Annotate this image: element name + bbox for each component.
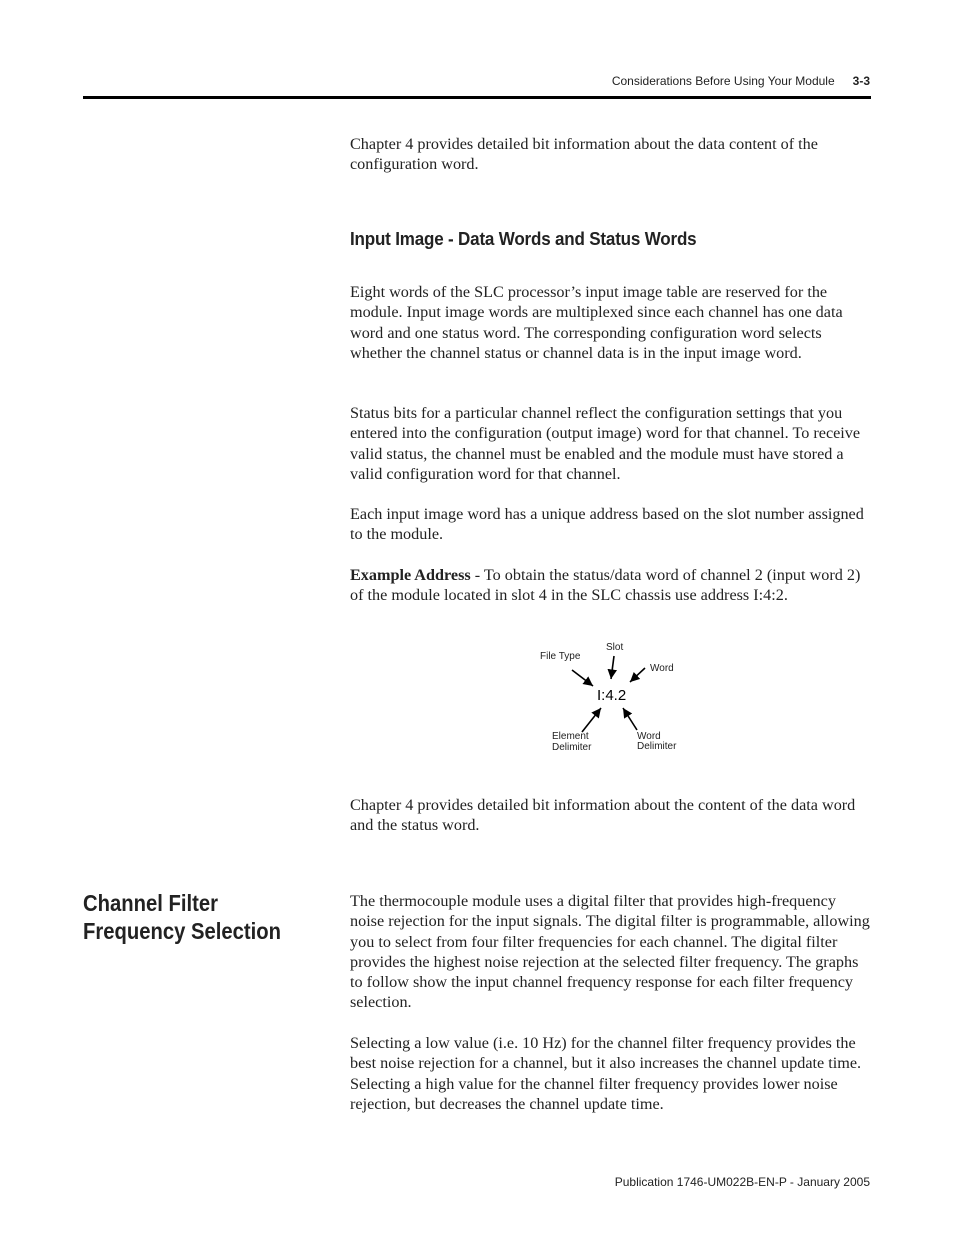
filter-paragraph-2-block — [350, 1033, 870, 1114]
filter-paragraph: Selecting a low value (i.e. 10 Hz) for the channel filter frequency provides the best noise rejection for a channel, but it also increases the channel update time. Selecting a high value for the channel filter frequency provides lower noise rejection, but decreases the channel update time. — [350, 1034, 862, 1113]
word-label: Word — [650, 663, 674, 674]
word-delimiter-label-line1: Word — [637, 731, 661, 742]
word-delimiter-label-line2: Delimiter — [637, 741, 677, 752]
publication-footer: Publication 1746-UM022B-EN-P - January 2005 — [614, 1175, 870, 1189]
example-address-label: Example Address — [350, 566, 471, 584]
header-section-title: Considerations Before Using Your Module — [611, 74, 835, 88]
element-delimiter-label-line2: Delimiter — [552, 742, 592, 753]
filter-paragraph: The thermocouple module uses a digital filter that provides high-frequency noise rejection for the input signals. The digital filter is programmable, allowing you to select from four filter frequencies for each channel. The digital filter provides the highest noise rejection at the selected filter frequency. The graphs to follow show the input channel frequency response for each filter frequency selection. — [350, 892, 870, 1012]
filter-paragraph-1-block — [350, 891, 870, 1013]
closing-block — [350, 795, 870, 836]
header-page-number: 3-3 — [852, 74, 870, 88]
input-image-paragraph: Each input image word has a unique address based on the slot number assigned to the module. — [350, 505, 864, 544]
input-image-paragraph-2-block — [350, 403, 870, 484]
input-image-paragraph: Status bits for a particular channel reflect the configuration settings that you entered into the configuration (output image) word for that channel. To receive valid status, the channel must be enabled and the module must have stored a valid configuration word for that channel. — [350, 404, 861, 483]
example-address-text: - To obtain the status/data word of channel 2 (input word 2) of the module located in slot 4 in the SLC chassis use address I:4:2. — [350, 566, 861, 605]
file-type-arrow — [572, 670, 593, 686]
example-address-paragraph — [350, 565, 870, 606]
input-image-paragraph-1-block — [350, 282, 870, 363]
word-delimiter-arrow — [623, 708, 637, 730]
slot-label: Slot — [606, 642, 624, 653]
slot-arrow — [611, 656, 614, 679]
channel-filter-heading: Channel Filter Frequency Selection — [83, 890, 281, 944]
input-image-heading: Input Image - Data Words and Status Words — [350, 228, 697, 249]
closing-paragraph: Chapter 4 provides detailed bit information about the content of the data word and the status word. — [350, 796, 856, 835]
address-diagram — [530, 636, 700, 766]
word-arrow — [630, 668, 645, 682]
input-image-paragraph: Eight words of the SLC processor’s input image table are reserved for the module. Input image words are multiplexed since each channel has one data word and one status word. The corresponding configuration word selects whether the channel status or channel data is in the input image word. — [350, 283, 843, 362]
element-delimiter-arrow — [582, 708, 601, 732]
intro-paragraph: Chapter 4 provides detailed bit information about the data content of the configuration word. — [350, 135, 818, 174]
file-type-label: File Type — [540, 651, 581, 662]
example-address-value: I:4.2 — [597, 687, 627, 704]
example-address-block — [350, 565, 870, 606]
element-delimiter-label-line1: Element — [552, 731, 589, 742]
header-rule — [83, 96, 871, 99]
intro-block — [350, 134, 870, 175]
running-header — [540, 74, 870, 88]
input-image-paragraph-3-block — [350, 504, 870, 545]
